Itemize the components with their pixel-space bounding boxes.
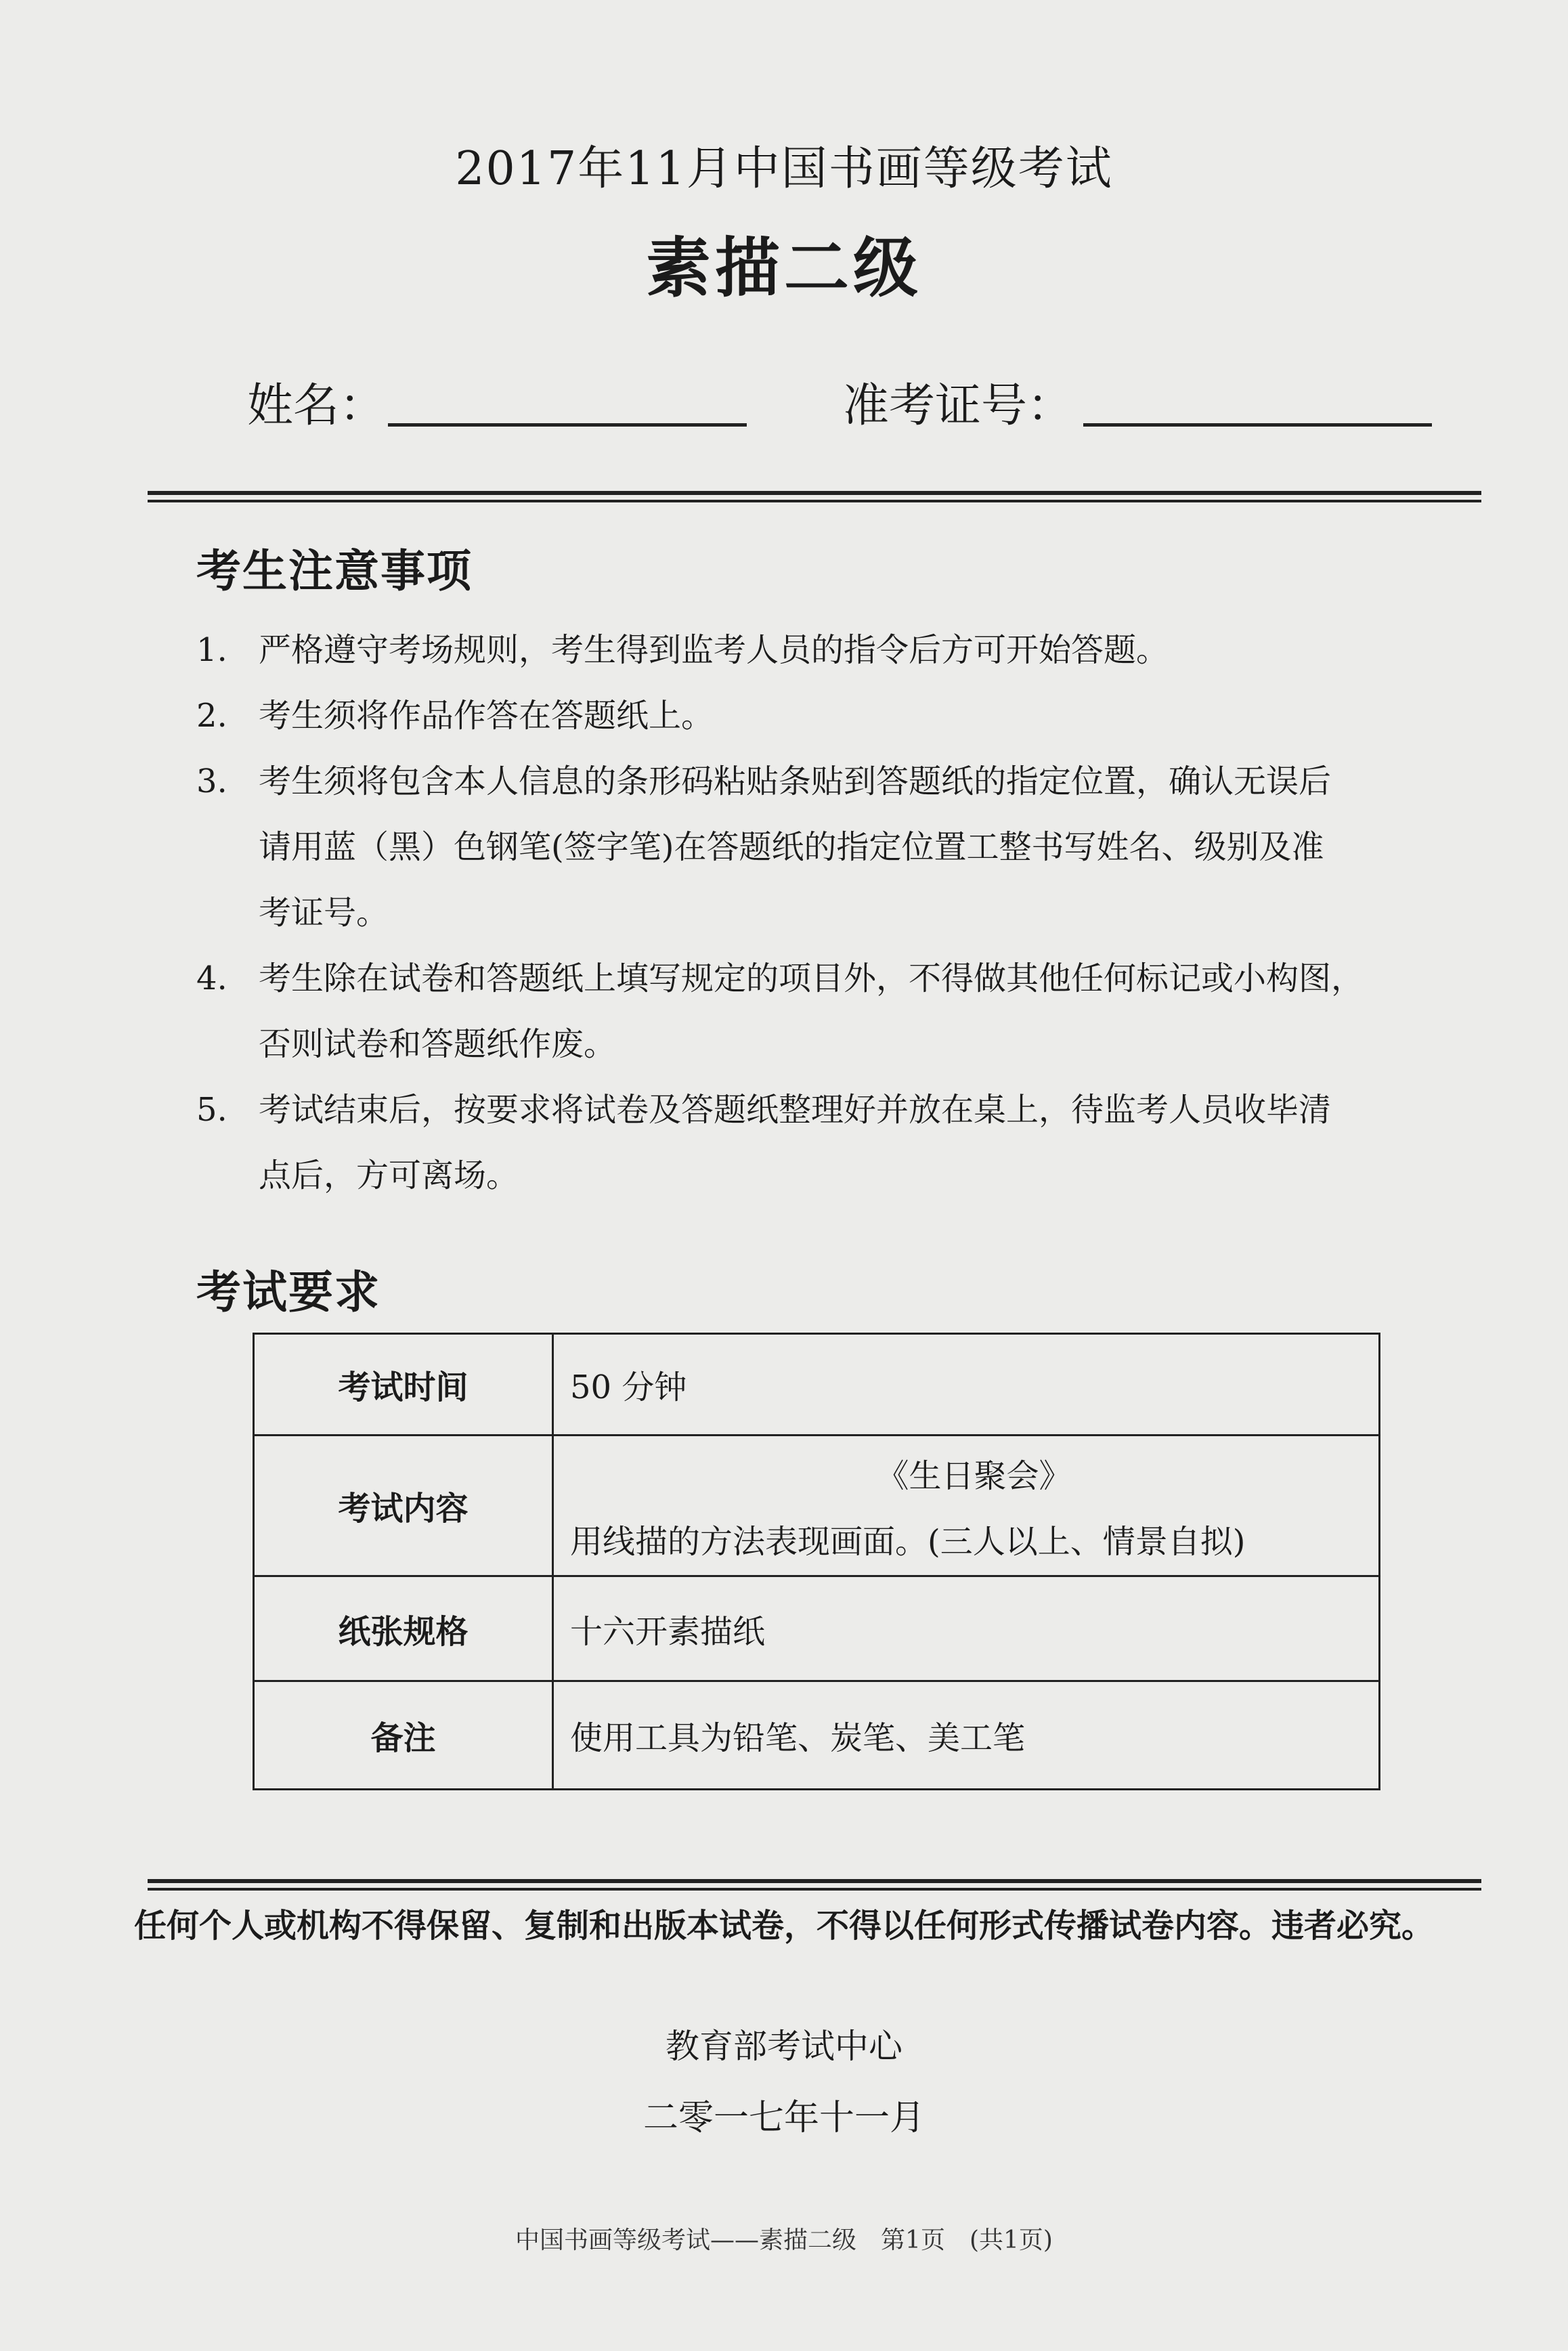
notice-item-text: 严格遵守考场规则，考生得到监考人员的指令后方可开始答题。 [259, 631, 1169, 669]
requirement-value: 十六开素描纸 [553, 1576, 1380, 1681]
requirement-value: 50 分钟 [553, 1334, 1380, 1436]
notice-item-number: 3. [196, 762, 227, 800]
requirement-key: 纸张规格 [254, 1576, 553, 1681]
requirement-key: 考试内容 [254, 1436, 553, 1576]
exam-title: 2017年11月中国书画等级考试 [455, 142, 1113, 196]
requirement-value: 使用工具为铅笔、炭笔、美工笔 [553, 1681, 1380, 1790]
notice-section-title: 考生注意事项 [196, 545, 473, 597]
notice-item-text: 考生须将作品作答在答题纸上。 [259, 697, 714, 735]
requirements-section-title: 考试要求 [196, 1266, 380, 1318]
requirements-table [253, 1333, 1380, 1790]
copyright-warning: 任何个人或机构不得保留、复制和出版本试卷，不得以任何形式传播试卷内容。违者必究。 [133, 1907, 1434, 1945]
table-row [254, 1436, 1380, 1576]
requirement-value: 用线描的方法表现画面。(三人以上、情景自拟) [570, 1522, 1246, 1561]
notice-item [196, 683, 1483, 749]
notice-item [196, 1077, 1483, 1209]
table-row [254, 1681, 1380, 1790]
notice-item-number: 4. [196, 959, 227, 997]
notice-item [196, 749, 1483, 946]
notice-item [196, 618, 1483, 683]
ticket-number-label: 准考证号： [843, 379, 1074, 433]
notice-item-text: 考生须将包含本人信息的条形码粘贴条贴到答题纸的指定位置，确认无误后 请用蓝（黑）色钢笔(签字笔)在答题纸的指定位置工整书写姓名、级别及准 考证号。 [259, 762, 1332, 932]
bottom-double-rule [148, 1879, 1481, 1893]
notice-item-number: 5. [196, 1091, 227, 1129]
table-row [254, 1334, 1380, 1436]
notice-item-number: 2. [196, 697, 227, 735]
subject-level-title: 素描二级 [646, 230, 922, 306]
issuer: 教育部考试中心 [666, 2027, 902, 2066]
requirement-key: 备注 [254, 1681, 553, 1790]
page-footer: 中国书画等级考试——素描二级 第1页 (共1页) [515, 2226, 1053, 2254]
requirement-key: 考试时间 [254, 1334, 553, 1436]
drawing-theme-title: 《生日聚会》 [876, 1457, 1072, 1495]
top-double-rule [148, 491, 1481, 504]
table-row [254, 1576, 1380, 1681]
notice-item [196, 946, 1483, 1077]
name-label: 姓名： [247, 379, 386, 433]
requirement-value-cell [553, 1436, 1380, 1576]
issue-date: 二零一七年十一月 [643, 2098, 925, 2138]
notice-item-number: 1. [196, 631, 227, 669]
notice-item-text: 考试结束后，按要求将试卷及答题纸整理好并放在桌上，待监考人员收毕清 点后，方可离场。 [259, 1091, 1332, 1194]
ticket-number-blank-line [1083, 423, 1432, 427]
name-blank-line [388, 423, 747, 427]
notice-item-text: 考生除在试卷和答题纸上填写规定的项目外，不得做其他任何标记或小构图， 否则试卷和答题纸作废。 [259, 959, 1364, 1063]
